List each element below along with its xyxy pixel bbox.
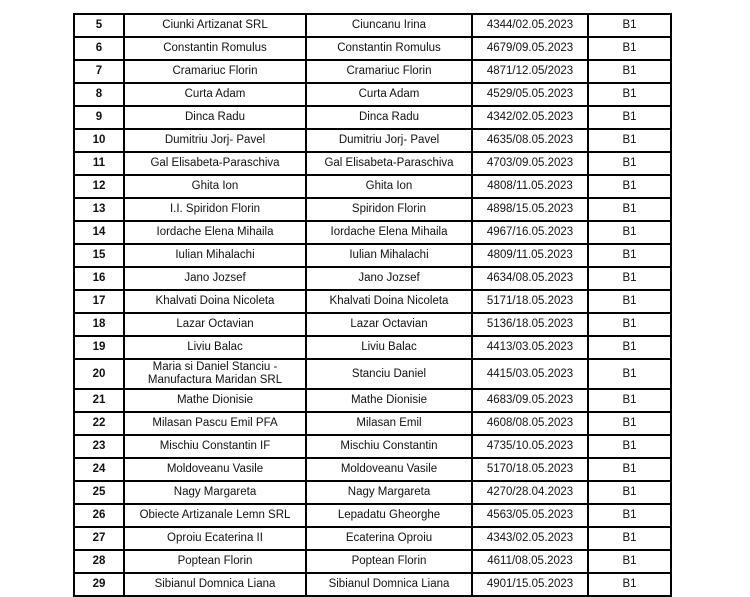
cell-category-code: B1	[588, 129, 671, 152]
cell-row-number: 5	[74, 14, 124, 37]
cell-category-code: B1	[588, 389, 671, 412]
cell-category-code: B1	[588, 267, 671, 290]
cell-row-number: 6	[74, 37, 124, 60]
cell-category-code: B1	[588, 60, 671, 83]
table-row	[74, 412, 671, 435]
cell-category-code: B1	[588, 435, 671, 458]
cell-applicant-name: Milasan Pascu Emil PFA	[124, 412, 306, 435]
cell-category-code: B1	[588, 152, 671, 175]
cell-row-number: 21	[74, 389, 124, 412]
cell-category-code: B1	[588, 481, 671, 504]
cell-registration-number: 4635/08.05.2023	[472, 129, 588, 152]
table-row	[74, 389, 671, 412]
cell-registration-number: 4413/03.05.2023	[472, 336, 588, 359]
cell-registration-number: 4967/16.05.2023	[472, 221, 588, 244]
cell-applicant-name: Iordache Elena Mihaila	[124, 221, 306, 244]
cell-applicant-name: Poptean Florin	[124, 550, 306, 573]
cell-registration-number: 4703/09.05.2023	[472, 152, 588, 175]
cell-category-code: B1	[588, 336, 671, 359]
cell-category-code: B1	[588, 244, 671, 267]
table-row	[74, 458, 671, 481]
cell-applicant-name: Cramariuc Florin	[124, 60, 306, 83]
cell-registration-number: 4634/08.05.2023	[472, 267, 588, 290]
cell-representative-name: Khalvati Doina Nicoleta	[306, 290, 472, 313]
cell-row-number: 8	[74, 83, 124, 106]
cell-registration-number: 4679/09.05.2023	[472, 37, 588, 60]
cell-registration-number: 5171/18.05.2023	[472, 290, 588, 313]
table-row	[74, 14, 671, 37]
cell-applicant-name: Dumitriu Jorj- Pavel	[124, 129, 306, 152]
cell-category-code: B1	[588, 504, 671, 527]
cell-row-number: 12	[74, 175, 124, 198]
cell-row-number: 16	[74, 267, 124, 290]
table-row	[74, 550, 671, 573]
cell-category-code: B1	[588, 527, 671, 550]
cell-category-code: B1	[588, 14, 671, 37]
applicants-table	[73, 13, 672, 597]
cell-representative-name: Iordache Elena Mihaila	[306, 221, 472, 244]
table-row	[74, 573, 671, 596]
cell-registration-number: 4608/08.05.2023	[472, 412, 588, 435]
cell-registration-number: 5136/18.05.2023	[472, 313, 588, 336]
cell-row-number: 25	[74, 481, 124, 504]
cell-applicant-name: Moldoveanu Vasile	[124, 458, 306, 481]
cell-registration-number: 4343/02.05.2023	[472, 527, 588, 550]
cell-row-number: 13	[74, 198, 124, 221]
cell-representative-name: Lepadatu Gheorghe	[306, 504, 472, 527]
cell-applicant-name: Khalvati Doina Nicoleta	[124, 290, 306, 313]
table-row	[74, 267, 671, 290]
cell-applicant-name: Oproiu Ecaterina II	[124, 527, 306, 550]
cell-representative-name: Mathe Dionisie	[306, 389, 472, 412]
cell-row-number: 19	[74, 336, 124, 359]
cell-representative-name: Sibianul Domnica Liana	[306, 573, 472, 596]
cell-category-code: B1	[588, 359, 671, 389]
cell-row-number: 22	[74, 412, 124, 435]
cell-applicant-name: Mathe Dionisie	[124, 389, 306, 412]
cell-row-number: 24	[74, 458, 124, 481]
cell-row-number: 9	[74, 106, 124, 129]
table-row	[74, 336, 671, 359]
cell-row-number: 23	[74, 435, 124, 458]
table-row	[74, 221, 671, 244]
cell-category-code: B1	[588, 313, 671, 336]
cell-row-number: 11	[74, 152, 124, 175]
cell-representative-name: Nagy Margareta	[306, 481, 472, 504]
cell-representative-name: Ghita Ion	[306, 175, 472, 198]
cell-representative-name: Poptean Florin	[306, 550, 472, 573]
cell-representative-name: Dumitriu Jorj- Pavel	[306, 129, 472, 152]
cell-applicant-name: Curta Adam	[124, 83, 306, 106]
cell-representative-name: Constantin Romulus	[306, 37, 472, 60]
table-row	[74, 504, 671, 527]
cell-registration-number: 4344/02.05.2023	[472, 14, 588, 37]
cell-registration-number: 4270/28.04.2023	[472, 481, 588, 504]
cell-applicant-name: Gal Elisabeta-Paraschiva	[124, 152, 306, 175]
cell-applicant-name: Liviu Balac	[124, 336, 306, 359]
cell-applicant-name: Jano Jozsef	[124, 267, 306, 290]
cell-category-code: B1	[588, 175, 671, 198]
cell-representative-name: Iulian Mihalachi	[306, 244, 472, 267]
cell-row-number: 27	[74, 527, 124, 550]
cell-representative-name: Lazar Octavian	[306, 313, 472, 336]
cell-registration-number: 4415/03.05.2023	[472, 359, 588, 389]
cell-category-code: B1	[588, 37, 671, 60]
cell-representative-name: Milasan Emil	[306, 412, 472, 435]
cell-applicant-name: Dinca Radu	[124, 106, 306, 129]
table-row	[74, 435, 671, 458]
cell-applicant-name: Ciunki Artizanat SRL	[124, 14, 306, 37]
cell-row-number: 20	[74, 359, 124, 389]
cell-applicant-name: Ghita Ion	[124, 175, 306, 198]
table-row	[74, 481, 671, 504]
cell-applicant-name: Sibianul Domnica Liana	[124, 573, 306, 596]
cell-applicant-name: Lazar Octavian	[124, 313, 306, 336]
table-row	[74, 129, 671, 152]
cell-registration-number: 5170/18.05.2023	[472, 458, 588, 481]
cell-applicant-name: Mischiu Constantin IF	[124, 435, 306, 458]
cell-category-code: B1	[588, 412, 671, 435]
cell-representative-name: Spiridon Florin	[306, 198, 472, 221]
cell-row-number: 7	[74, 60, 124, 83]
cell-applicant-name: Obiecte Artizanale Lemn SRL	[124, 504, 306, 527]
cell-row-number: 26	[74, 504, 124, 527]
cell-representative-name: Mischiu Constantin	[306, 435, 472, 458]
cell-representative-name: Gal Elisabeta-Paraschiva	[306, 152, 472, 175]
cell-applicant-name: Nagy Margareta	[124, 481, 306, 504]
cell-registration-number: 4808/11.05.2023	[472, 175, 588, 198]
cell-registration-number: 4563/05.05.2023	[472, 504, 588, 527]
cell-registration-number: 4871/12.05/2023	[472, 60, 588, 83]
cell-row-number: 17	[74, 290, 124, 313]
table-row	[74, 313, 671, 336]
cell-registration-number: 4611/08.05.2023	[472, 550, 588, 573]
cell-representative-name: Stanciu Daniel	[306, 359, 472, 389]
cell-registration-number: 4809/11.05.2023	[472, 244, 588, 267]
cell-category-code: B1	[588, 221, 671, 244]
cell-category-code: B1	[588, 458, 671, 481]
cell-category-code: B1	[588, 106, 671, 129]
cell-registration-number: 4529/05.05.2023	[472, 83, 588, 106]
cell-category-code: B1	[588, 550, 671, 573]
cell-representative-name: Jano Jozsef	[306, 267, 472, 290]
cell-registration-number: 4683/09.05.2023	[472, 389, 588, 412]
cell-applicant-name: Constantin Romulus	[124, 37, 306, 60]
table-row	[74, 152, 671, 175]
table-row	[74, 527, 671, 550]
cell-registration-number: 4898/15.05.2023	[472, 198, 588, 221]
cell-representative-name: Curta Adam	[306, 83, 472, 106]
table-row	[74, 359, 671, 389]
cell-representative-name: Liviu Balac	[306, 336, 472, 359]
cell-representative-name: Ecaterina Oproiu	[306, 527, 472, 550]
cell-row-number: 14	[74, 221, 124, 244]
cell-representative-name: Dinca Radu	[306, 106, 472, 129]
table-row	[74, 60, 671, 83]
cell-category-code: B1	[588, 573, 671, 596]
cell-representative-name: Cramariuc Florin	[306, 60, 472, 83]
cell-row-number: 15	[74, 244, 124, 267]
cell-row-number: 10	[74, 129, 124, 152]
cell-registration-number: 4735/10.05.2023	[472, 435, 588, 458]
cell-row-number: 29	[74, 573, 124, 596]
cell-registration-number: 4901/15.05.2023	[472, 573, 588, 596]
cell-category-code: B1	[588, 198, 671, 221]
table-row	[74, 290, 671, 313]
cell-category-code: B1	[588, 83, 671, 106]
cell-registration-number: 4342/02.05.2023	[472, 106, 588, 129]
table-row	[74, 244, 671, 267]
table-row	[74, 37, 671, 60]
cell-applicant-name: Maria si Daniel Stanciu - Manufactura Maridan SRL	[124, 359, 306, 389]
cell-applicant-name: I.I. Spiridon Florin	[124, 198, 306, 221]
table-row	[74, 198, 671, 221]
cell-category-code: B1	[588, 290, 671, 313]
table-row	[74, 83, 671, 106]
cell-representative-name: Ciuncanu Irina	[306, 14, 472, 37]
cell-row-number: 28	[74, 550, 124, 573]
table-row	[74, 106, 671, 129]
cell-row-number: 18	[74, 313, 124, 336]
cell-representative-name: Moldoveanu Vasile	[306, 458, 472, 481]
cell-applicant-name: Iulian Mihalachi	[124, 244, 306, 267]
table-row	[74, 175, 671, 198]
